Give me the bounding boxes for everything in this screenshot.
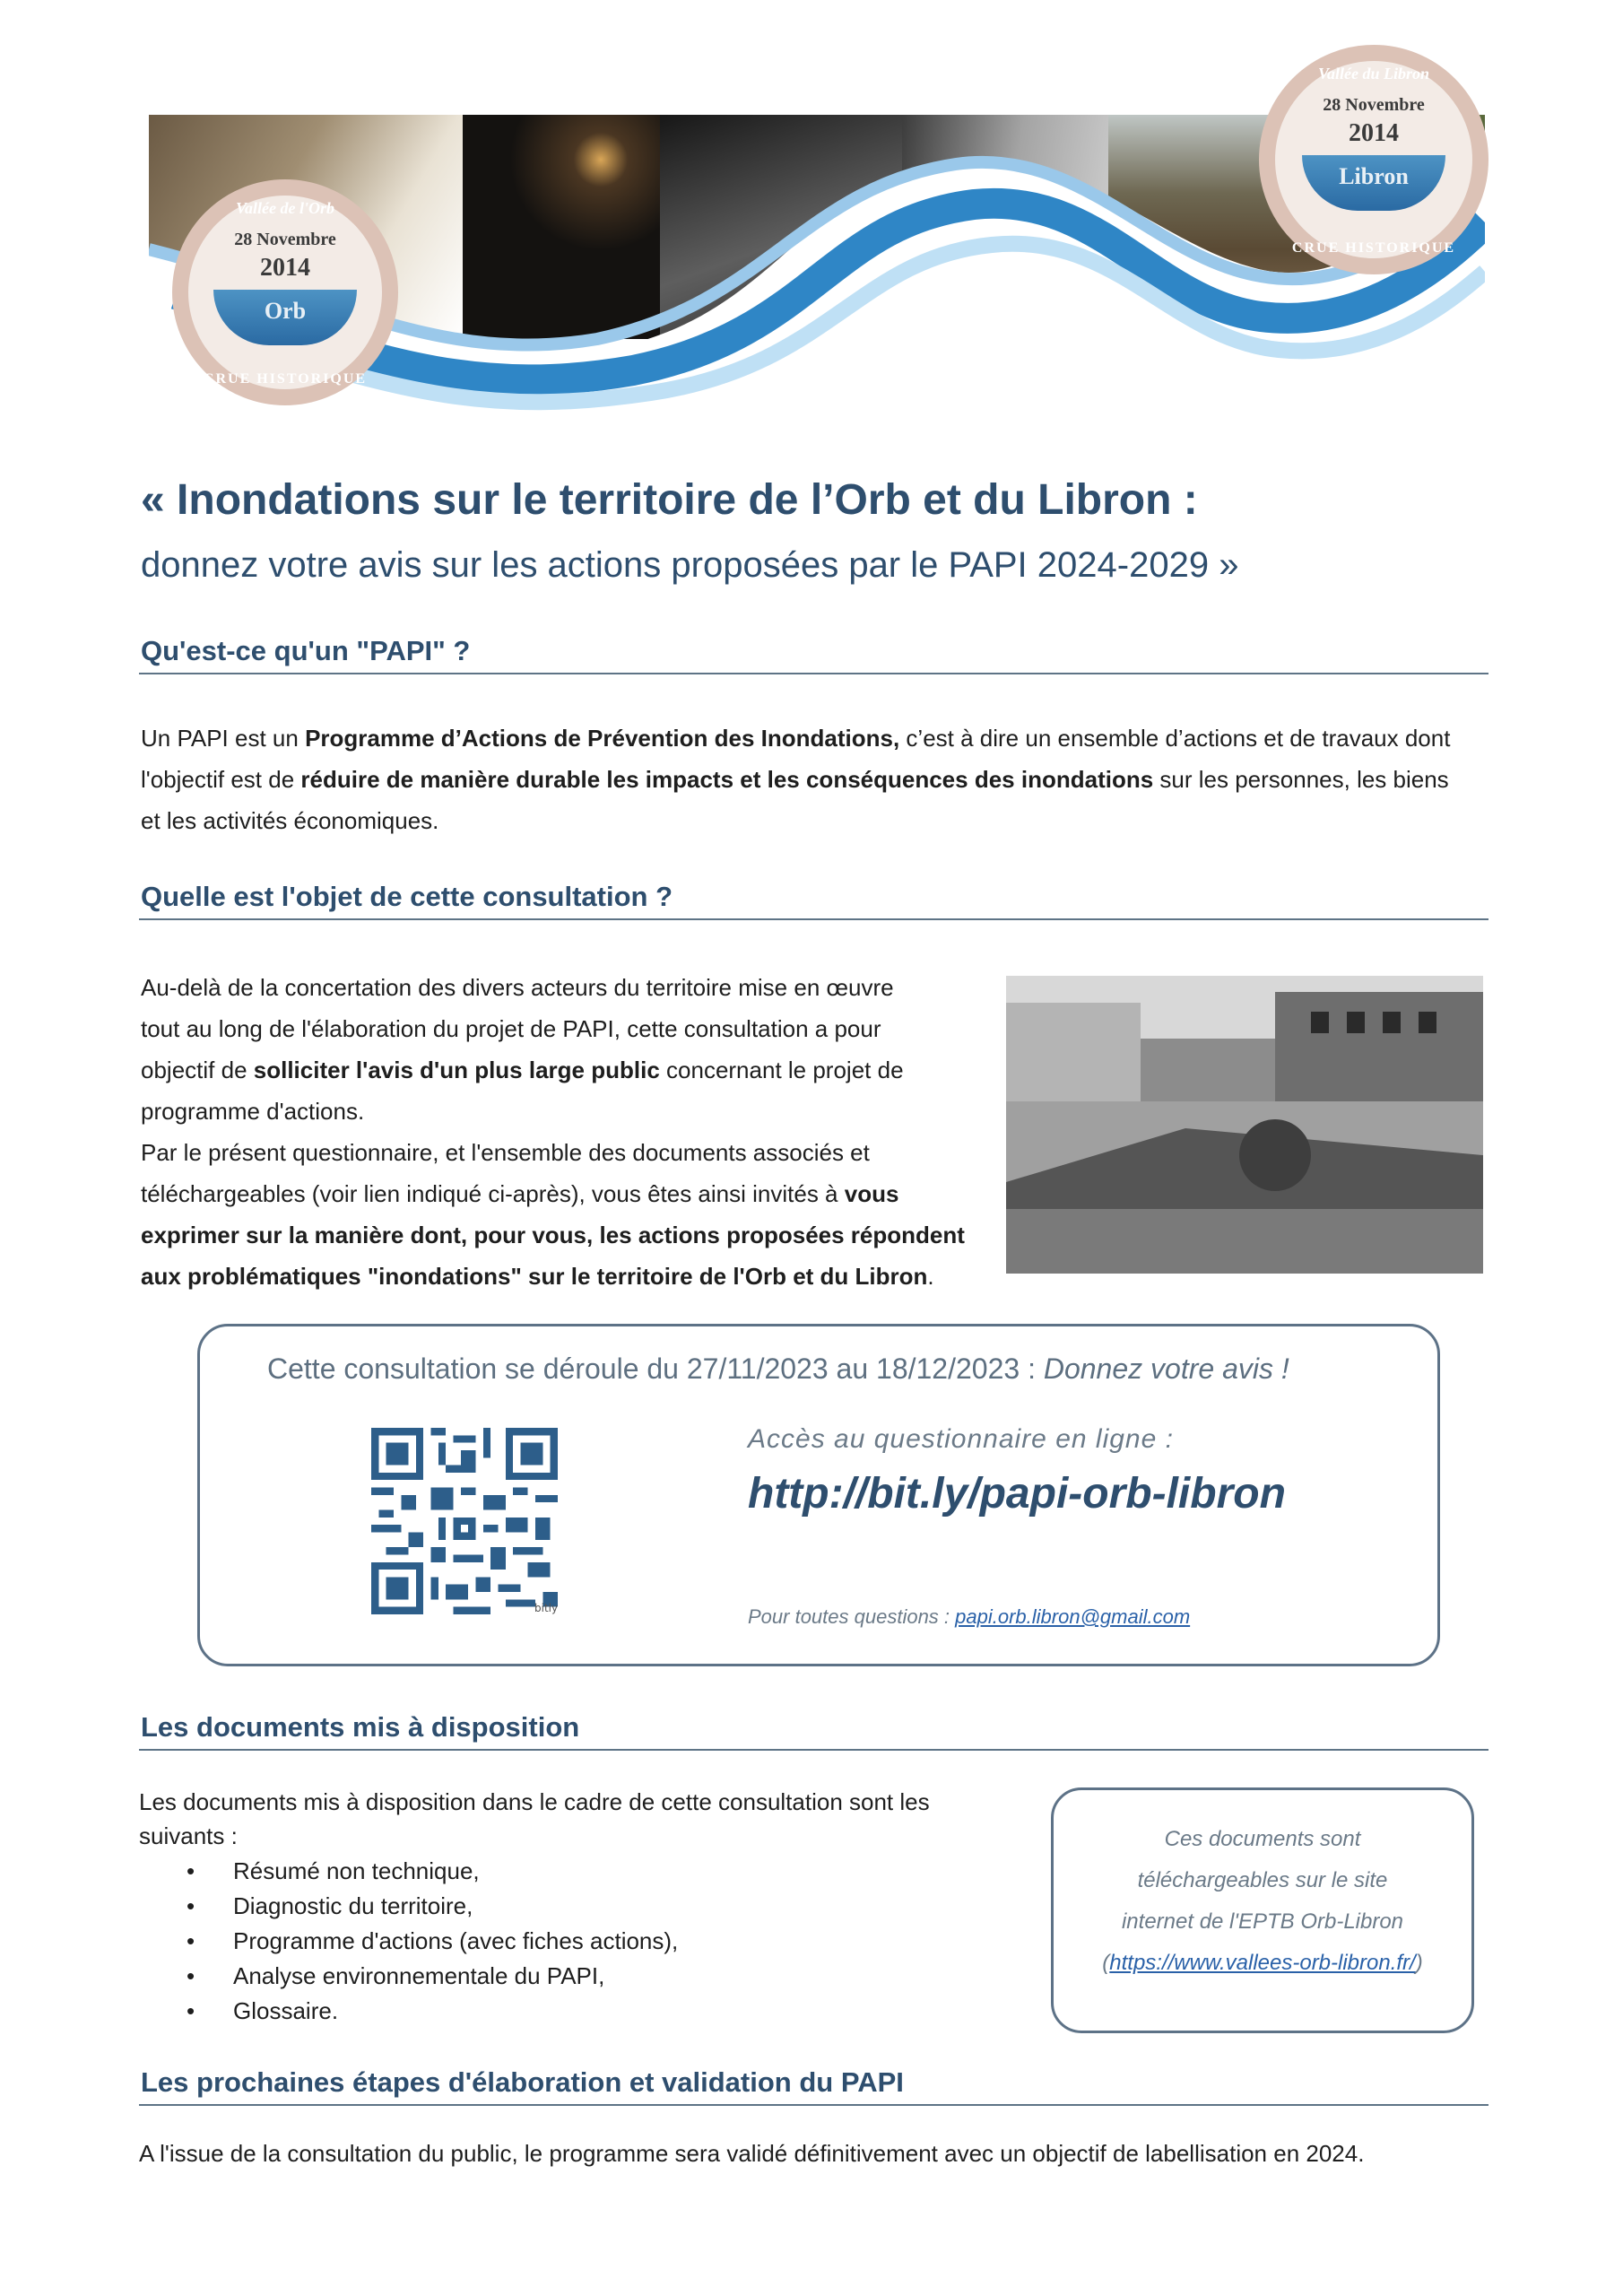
access-label: Accès au questionnaire en ligne : (748, 1424, 1174, 1454)
seal-orb-arc-bottom: CRUE HISTORIQUE (203, 371, 368, 387)
seal-orb-river: Orb (213, 290, 357, 345)
qr-code[interactable] (371, 1428, 558, 1614)
section-rule (139, 2104, 1488, 2106)
page-subtitle: donnez votre avis sur les actions proposées par le PAPI 2024-2029 » (141, 545, 1239, 585)
text: Par le présent questionnaire, et l'ensemble des documents associés et (141, 1139, 870, 1166)
text: c’est à dire un ensemble d’actions et de travaux dont (899, 725, 1451, 752)
text: et les activités économiques. (141, 807, 439, 834)
text: objectif de (141, 1057, 254, 1083)
questionnaire-link[interactable]: http://bit.ly/papi-orb-libron (748, 1470, 1286, 1518)
text: concernant le projet de (659, 1057, 904, 1083)
seal-libron-year: 2014 (1349, 119, 1399, 147)
header-banner (149, 65, 1485, 411)
list-item-label: Glossaire. (233, 1997, 339, 2024)
text: l'objectif est de (141, 766, 301, 793)
documents-list (179, 1854, 678, 2029)
text: téléchargeables (voir lien indiqué ci-après), vous êtes ainsi invités à (141, 1180, 845, 1207)
contact-email-link[interactable]: papi.orb.libron@gmail.com (955, 1605, 1191, 1628)
section-heading-documents: Les documents mis à disposition (141, 1711, 580, 1743)
text-bold: vous (844, 1180, 899, 1207)
section-rule (139, 1749, 1488, 1751)
text-bold: Programme d’Actions de Prévention des Inondations, (305, 725, 900, 752)
seal-orb (172, 179, 398, 405)
text: tout au long de l'élaboration du projet de PAPI, cette consultation a pour (141, 1015, 881, 1042)
text: sur les personnes, les biens (1153, 766, 1449, 793)
bullet: • (187, 1997, 195, 2024)
website-link[interactable]: https://www.vallees-orb-libron.fr/ (1109, 1951, 1416, 1975)
list-item (179, 1959, 678, 1994)
section-rule (139, 918, 1488, 920)
list-item-label: Programme d'actions (avec fiches actions), (233, 1927, 679, 1954)
section-heading-consultation: Quelle est l'objet de cette consultation ? (141, 881, 673, 912)
page-title: « Inondations sur le territoire de l’Orb et du Libron : (141, 476, 1198, 524)
section-rule (139, 673, 1488, 674)
qr-caption: bitly (534, 1602, 559, 1614)
section-heading-next-steps: Les prochaines étapes d'élaboration et validation du PAPI (141, 2066, 904, 2098)
seal-libron-arc-top: Vallée du Libron (1317, 65, 1429, 83)
flood-photo (1006, 976, 1483, 1274)
seal-libron-date: 28 Novembre (1323, 95, 1425, 115)
seal-orb-arc-top: Vallée de l'Orb (236, 199, 334, 217)
section-papi-text (141, 718, 1495, 841)
documents-download-box (1051, 1787, 1474, 2033)
text-bold: aux problématiques "inondations" sur le territoire de l'Orb et du Libron (141, 1263, 928, 1290)
bullet: • (187, 1927, 195, 1954)
text: téléchargeables sur le site (1137, 1868, 1388, 1892)
bullet: • (187, 1892, 195, 1919)
section-heading-papi: Qu'est-ce qu'un "PAPI" ? (141, 635, 471, 666)
consultation-dates (267, 1352, 1289, 1386)
seal-libron-arc-bottom: CRUE HISTORIQUE (1291, 240, 1456, 256)
questions-label: Pour toutes questions : (748, 1605, 956, 1628)
list-item (179, 1924, 678, 1959)
text: Ces documents sont (1164, 1827, 1361, 1851)
list-item-label: Résumé non technique, (233, 1857, 480, 1884)
text: internet de l'EPTB Orb-Libron (1121, 1909, 1404, 1934)
consultation-cta: Donnez votre avis ! (1043, 1352, 1289, 1385)
documents-intro: Les documents mis à disposition dans le cadre de cette consultation sont les suivants : (139, 1788, 930, 1849)
list-item (179, 1889, 678, 1924)
text-bold: exprimer sur la manière dont, pour vous, les actions proposées répondent (141, 1222, 965, 1248)
questions-line (748, 1605, 1190, 1629)
list-item-label: Diagnostic du territoire, (233, 1892, 473, 1919)
bullet: • (187, 1962, 195, 1989)
text: ( (1102, 1951, 1110, 1975)
section-consultation-text (141, 967, 984, 1297)
next-steps-text: A l'issue de la consultation du public, le programme sera validé définitivement avec un objectif de labellisation en 2024. (139, 2140, 1365, 2167)
consultation-dates-text: Cette consultation se déroule du 27/11/2023 au 18/12/2023 : (267, 1352, 1044, 1385)
seal-orb-date: 28 Novembre (234, 230, 336, 249)
text: Au-delà de la concertation des divers acteurs du territoire mise en œuvre (141, 974, 894, 1001)
text-bold: réduire de manière durable les impacts et les conséquences des inondations (300, 766, 1154, 793)
list-item (179, 1854, 678, 1889)
seal-libron (1259, 45, 1488, 274)
text: ) (1415, 1951, 1423, 1975)
text: Un PAPI est un (141, 725, 306, 752)
bullet: • (187, 1857, 195, 1884)
text: . (927, 1263, 934, 1290)
seal-libron-river: Libron (1302, 155, 1445, 211)
list-item-label: Analyse environnementale du PAPI, (233, 1962, 605, 1989)
seal-orb-year: 2014 (260, 254, 310, 282)
text-bold: solliciter l'avis d'un plus large public (253, 1057, 660, 1083)
text: programme d'actions. (141, 1098, 365, 1125)
list-item (179, 1994, 678, 2029)
